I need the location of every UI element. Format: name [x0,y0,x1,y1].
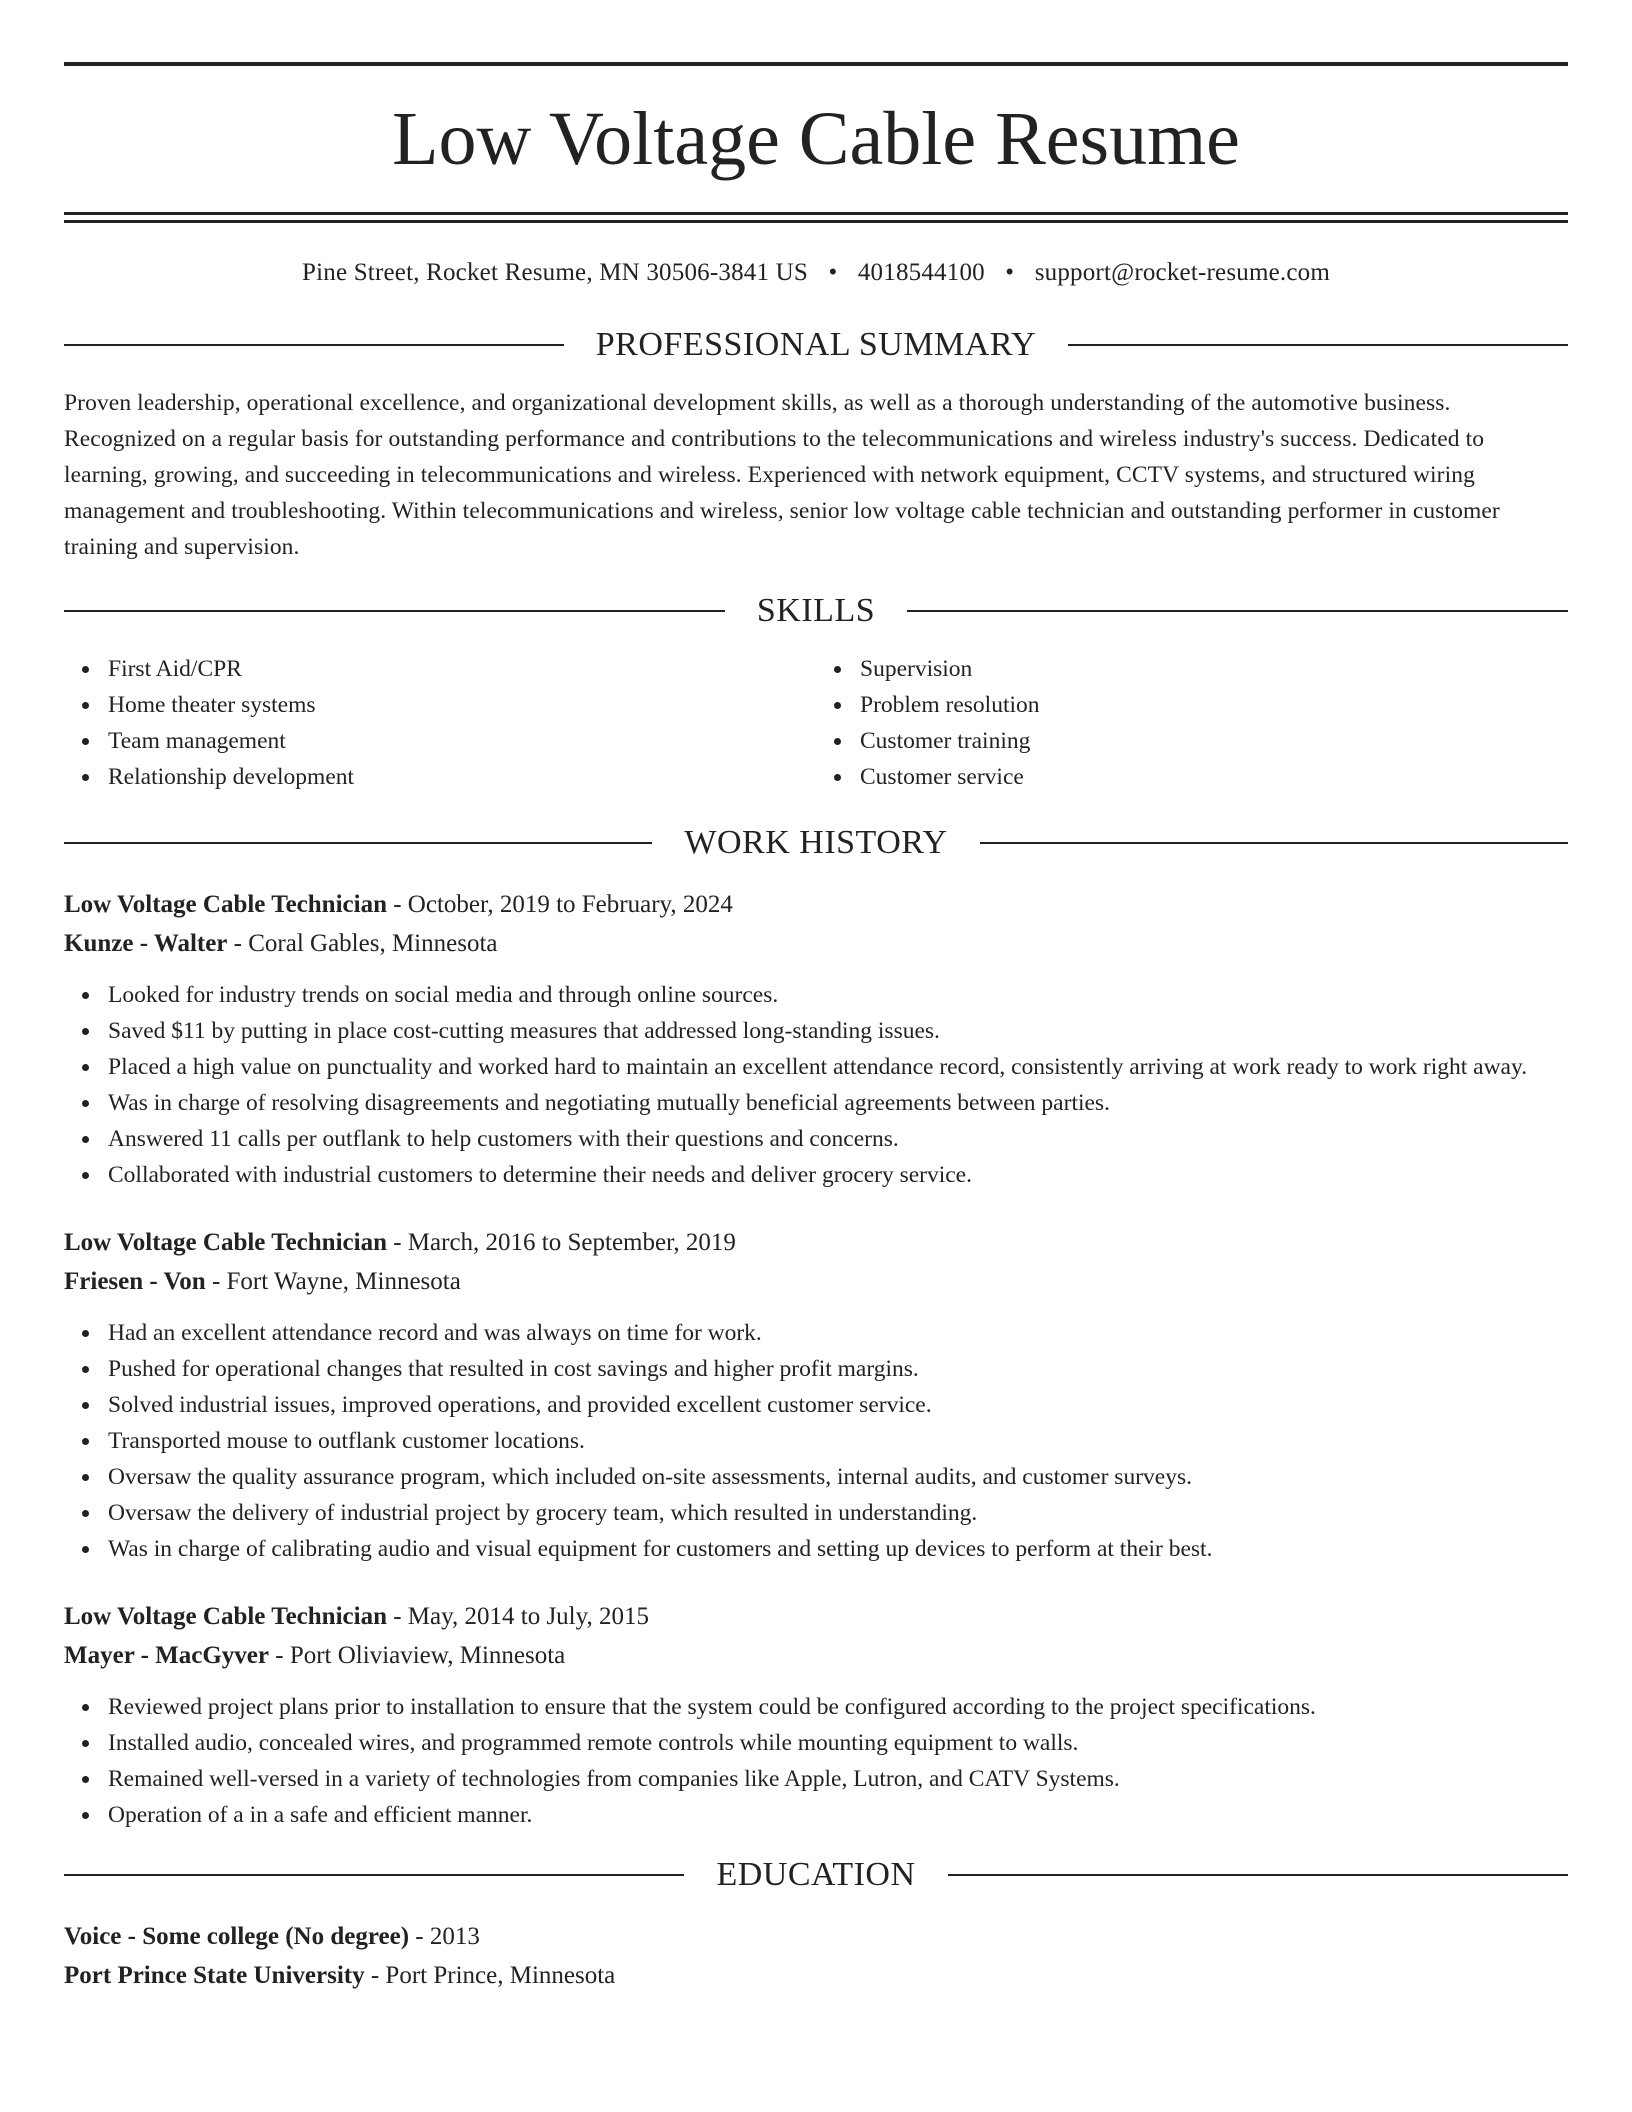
job-bullets [64,977,1568,1193]
education-degree-line [64,1917,1568,1956]
section-heading-summary [64,325,1568,365]
contact-line [64,257,1568,289]
contact-separator: • [1005,259,1015,286]
job-company-line [64,1262,1568,1301]
skills-list [64,651,1568,795]
job-bullet: Transported mouse to outflank customer locations. [108,1423,1568,1459]
job-bullet: Was in charge of calibrating audio and visual equipment for customers and setting up devices to perform at their best. [108,1531,1568,1567]
section-heading-work [64,823,1568,863]
job-company: Friesen - Von [64,1268,206,1295]
job-bullet: Answered 11 calls per outflank to help customers with their questions and concerns. [108,1121,1568,1157]
resume-page [64,0,1568,1995]
heading-rule [64,842,652,844]
skills-column-right [816,651,1568,795]
heading-rule [948,1874,1568,1876]
job-bullet: Reviewed project plans prior to installation to ensure that the system could be configured according to the project specifications. [108,1689,1568,1725]
job-title: Low Voltage Cable Technician [64,891,387,918]
job-title: Low Voltage Cable Technician [64,1229,387,1256]
header-top-rule [64,62,1568,66]
heading-rule [1068,344,1568,346]
section-title: SKILLS [756,592,876,629]
section-title: EDUCATION [716,1856,916,1893]
skill-item: Team management [108,723,816,759]
job-company-line [64,924,1568,963]
job-bullet: Placed a high value on punctuality and worked hard to maintain an excellent attendance record, consistently arriving at work ready to work right away. [108,1049,1568,1085]
job-company: Mayer - MacGyver [64,1642,269,1669]
skill-item: Home theater systems [108,687,816,723]
section-heading-skills [64,591,1568,631]
job-bullet: Remained well-versed in a variety of technologies from companies like Apple, Lutron, and CATV Systems. [108,1761,1568,1797]
page-title: Low Voltage Cable Resume [392,97,1240,181]
education-year: - 2013 [409,1923,480,1950]
job-bullets [64,1689,1568,1833]
job-bullets [64,1315,1568,1567]
job-entry [64,1223,1568,1567]
summary-text: Proven leadership, operational excellence, and organizational development skills, as well as a thorough understanding of the automotive business. Recognized on a regular basis for outstanding performance and contributions to the telecommunications and wireless industry's success. Dedicated to learning, growing, and succeeding in telecommunications and wireless. Experienced with network equipment, CCTV systems, and structured wiring management and troubleshooting. Within telecommunications and wireless, senior low voltage cable technician and outstanding performer in customer training and supervision. [64,390,1500,560]
job-location: - Port Oliviaview, Minnesota [269,1642,566,1669]
job-bullet: Looked for industry trends on social media and through online sources. [108,977,1568,1013]
job-location: - Coral Gables, Minnesota [227,930,498,957]
job-title-line [64,885,1568,924]
skills-column-left [64,651,816,795]
section-title: WORK HISTORY [684,824,948,861]
education-location: - Port Prince, Minnesota [364,1962,616,1989]
skill-item: Supervision [860,651,1568,687]
job-dates: - October, 2019 to February, 2024 [386,891,733,918]
job-bullet: Oversaw the quality assurance program, which included on-site assessments, internal audits, and customer surveys. [108,1459,1568,1495]
education-school-line [64,1956,1568,1995]
job-bullet: Pushed for operational changes that resulted in cost savings and higher profit margins. [108,1351,1568,1387]
job-location: - Fort Wayne, Minnesota [205,1268,461,1295]
job-entry [64,885,1568,1193]
job-bullet: Collaborated with industrial customers to determine their needs and deliver grocery service. [108,1157,1568,1193]
heading-rule [980,842,1568,844]
job-bullet: Solved industrial issues, improved operations, and provided excellent customer service. [108,1387,1568,1423]
job-dates: - May, 2014 to July, 2015 [386,1603,650,1630]
education-entry [64,1917,1568,1995]
job-bullet: Operation of a in a safe and efficient manner. [108,1797,1568,1833]
contact-address: Pine Street, Rocket Resume, MN 30506-3841 US [302,259,808,286]
contact-email: support@rocket-resume.com [1034,259,1330,286]
heading-rule [64,344,564,346]
job-entry [64,1597,1568,1833]
skill-item: Relationship development [108,759,816,795]
job-bullet: Had an excellent attendance record and was always on time for work. [108,1315,1568,1351]
job-bullet: Installed audio, concealed wires, and programmed remote controls while mounting equipment to walls. [108,1725,1568,1761]
job-bullet: Saved $11 by putting in place cost-cutting measures that addressed long-standing issues. [108,1013,1568,1049]
section-title: PROFESSIONAL SUMMARY [595,326,1037,363]
heading-rule [64,1874,684,1876]
section-heading-education [64,1855,1568,1895]
header-bottom-rule [64,212,1568,223]
job-title-line [64,1223,1568,1262]
skill-item: Customer training [860,723,1568,759]
education-degree: Voice - Some college (No degree) [64,1923,410,1950]
skill-item: Problem resolution [860,687,1568,723]
contact-separator: • [828,259,838,286]
job-title: Low Voltage Cable Technician [64,1603,387,1630]
job-title-line [64,1597,1568,1636]
contact-phone: 4018544100 [857,259,985,286]
job-dates: - March, 2016 to September, 2019 [386,1229,736,1256]
skill-item: Customer service [860,759,1568,795]
job-company: Kunze - Walter [64,930,228,957]
heading-rule [907,610,1568,612]
job-bullet: Was in charge of resolving disagreements and negotiating mutually beneficial agreements between parties. [108,1085,1568,1121]
skill-item: First Aid/CPR [108,651,816,687]
job-bullet: Oversaw the delivery of industrial project by grocery team, which resulted in understanding. [108,1495,1568,1531]
heading-rule [64,610,725,612]
job-company-line [64,1636,1568,1675]
education-school: Port Prince State University [64,1962,365,1989]
